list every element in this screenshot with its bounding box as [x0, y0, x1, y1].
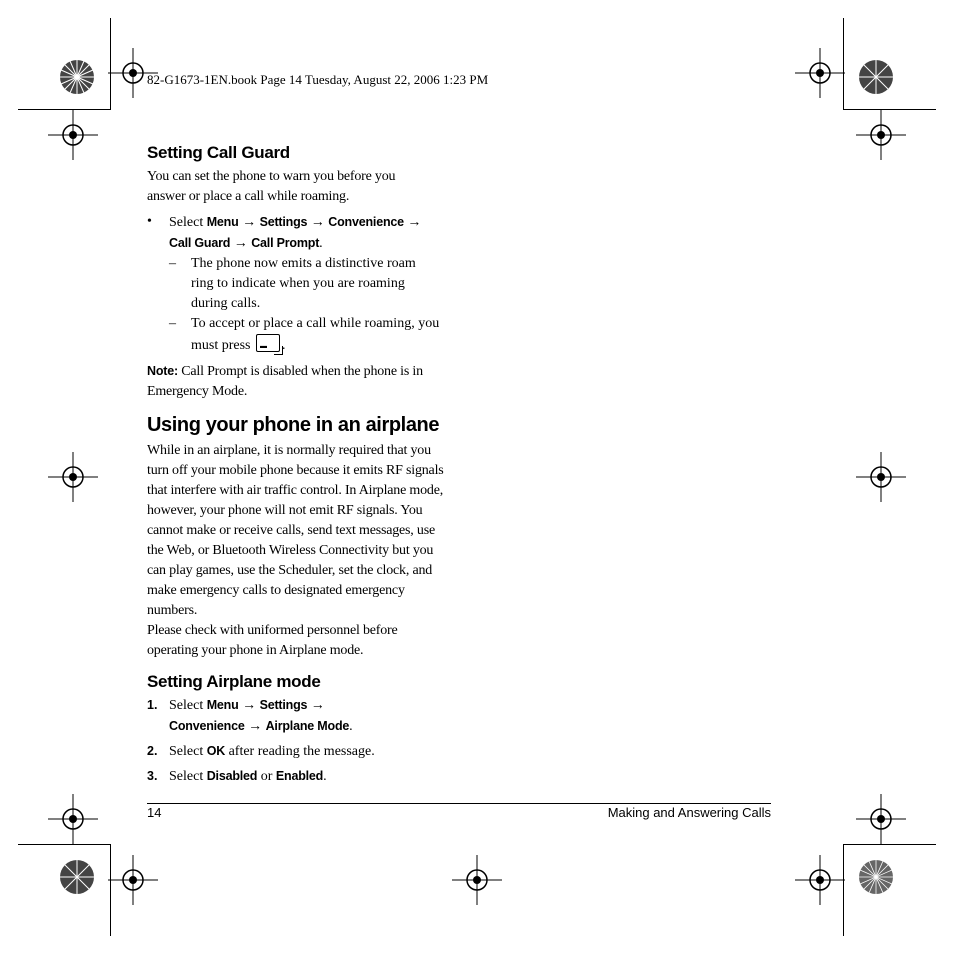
registration-mark-icon [108, 855, 158, 905]
color-rosette-icon [59, 859, 95, 895]
step-number: 2. [147, 744, 158, 758]
registration-mark-icon [856, 110, 906, 160]
note-label: Note: [147, 364, 178, 378]
page-number: 14 [147, 805, 162, 820]
registration-mark-icon [795, 48, 845, 98]
registration-mark-icon [48, 110, 98, 160]
print-slug: 82-G1673-1EN.book Page 14 Tuesday, August 22, 2006 1:23 PM [147, 72, 489, 87]
registration-mark-icon [452, 855, 502, 905]
step-text: after reading the message. [228, 744, 375, 759]
dash-icon: – [169, 316, 176, 331]
substep-text: To accept or place a call while roaming, you must press [191, 316, 440, 353]
section-heading-airplane-mode: Setting Airplane mode [147, 672, 321, 691]
arrow-icon: → [310, 698, 325, 713]
registration-mark-icon [48, 452, 98, 502]
call-guard-step: • Select Menu → Settings → Convenience → Call Guard → Call Prompt. [147, 214, 422, 251]
arrow-icon: → [242, 215, 257, 230]
select-word: Select [169, 769, 204, 784]
enabled-label: Enabled [275, 769, 324, 783]
step-number: 3. [147, 769, 158, 783]
call-guard-intro: You can set the phone to warn you before you answer or place a call while roaming. [147, 169, 396, 204]
arrow-icon: → [233, 236, 248, 251]
airplane-para: While in an airplane, it is normally required that you turn off your mobile phone because it emits RF signals that interfere with air traffic control. In Airplane mode, however, your phone will not emit RF signals. You cannot make or receive calls, send text messages, use the Web, or Bluetooth Wireless Connectivity but you can play games, use the Scheduler, set the clock, and make emergency calls to designated emergency numbers. [147, 443, 444, 618]
arrow-icon: → [310, 215, 325, 230]
arrow-icon: → [248, 719, 263, 734]
menu-label: Menu [206, 215, 239, 229]
airplane-para: Please check with uniformed personnel before operating your phone in Airplane mode. [147, 623, 398, 658]
section-heading-call-guard: Setting Call Guard [147, 143, 290, 162]
settings-label: Settings [259, 215, 308, 229]
ok-label: OK [206, 744, 226, 758]
convenience-label: Convenience [328, 215, 404, 229]
airplane-step [147, 741, 447, 762]
color-rosette-icon [59, 59, 95, 95]
select-word: Select [169, 744, 204, 759]
page-content [147, 140, 447, 787]
crop-line [18, 844, 110, 845]
or-word: or [260, 769, 273, 784]
settings-label: Settings [259, 698, 308, 712]
arrow-icon: → [407, 215, 422, 230]
color-rosette-icon [858, 59, 894, 95]
registration-mark-icon [856, 794, 906, 844]
crop-line [844, 844, 936, 845]
registration-mark-icon [795, 855, 845, 905]
airplane-step: 1. Select Menu → Settings → Convenience → Airplane Mode. [147, 695, 447, 737]
note [147, 361, 439, 402]
airplane-mode-label: Airplane Mode [265, 719, 350, 733]
color-rosette-icon [858, 859, 894, 895]
send-key-icon: ▬ [256, 334, 280, 352]
registration-mark-icon [856, 452, 906, 502]
chapter-title: Making and Answering Calls [607, 805, 771, 820]
call-guard-substep: – To accept or place a call while roaming, you must press ▬ . [169, 316, 440, 353]
substep-text: The phone now emits a distinctive roam ring to indicate when you are roaming during calls. [191, 256, 416, 311]
step-number: 1. [147, 698, 158, 712]
bullet-icon: • [147, 214, 152, 229]
footer-rule [147, 803, 771, 804]
select-word: Select [169, 215, 204, 230]
registration-mark-icon [48, 794, 98, 844]
call-prompt-label: Call Prompt [251, 236, 320, 250]
menu-label: Menu [206, 698, 239, 712]
dash-icon: – [169, 256, 176, 271]
disabled-label: Disabled [206, 769, 258, 783]
arrow-icon: → [242, 698, 257, 713]
call-guard-label: Call Guard [169, 236, 231, 250]
note-text: Call Prompt is disabled when the phone is in Emergency Mode. [147, 364, 423, 399]
call-guard-substep [147, 254, 441, 314]
select-word: Select [169, 698, 204, 713]
section-heading-airplane: Using your phone in an airplane [147, 414, 440, 436]
airplane-step: 3. Select Disabled or Enabled. [147, 766, 447, 787]
convenience-label: Convenience [169, 719, 245, 733]
